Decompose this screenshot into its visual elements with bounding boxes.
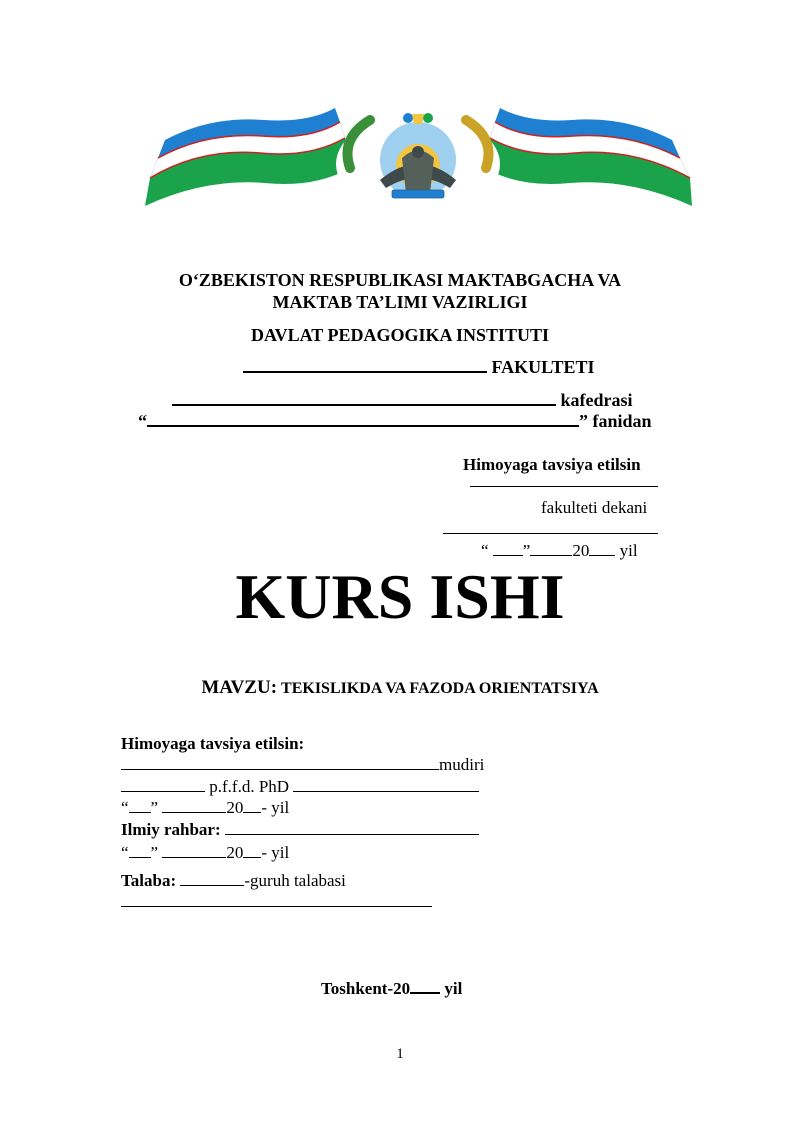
head-line [121, 755, 484, 775]
degree-name-blank[interactable] [293, 790, 479, 792]
state-emblem-icon [140, 108, 696, 212]
date1-day-blank[interactable] [129, 811, 151, 813]
date-year-suffix: yil [619, 541, 638, 560]
approval-top-sign-line-2 [443, 521, 658, 539]
dean-label: fakulteti dekani [541, 498, 648, 517]
student-group-blank[interactable] [180, 884, 244, 886]
date-close-quote: ” [522, 541, 531, 560]
approval-top-title: Himoyaga tavsiya etilsin [463, 455, 641, 474]
approval-bottom-date-1 [121, 798, 289, 818]
date2-year-blank[interactable] [243, 856, 261, 858]
document-title: KURS ISHI [235, 561, 565, 632]
ministry-line-1: O‘ZBEKISTON RESPUBLIKASI MAKTABGACHA VA [178, 270, 622, 290]
head-name-blank[interactable] [121, 768, 439, 770]
approval-top-date [481, 541, 638, 561]
date1-open-quote: “ [121, 798, 129, 817]
subject-blank[interactable] [147, 424, 579, 427]
student-label: Talaba: [121, 871, 177, 890]
dean-sign-blank[interactable] [443, 532, 658, 534]
degree-label: p.f.f.d. PhD [209, 777, 290, 796]
date2-year-suffix: - yil [261, 843, 290, 862]
date1-year-prefix: 20 [226, 798, 244, 817]
topic-line [0, 677, 800, 699]
topic-value: TEKISLIKDA VA FAZODA ORIENTATSIYA [281, 680, 599, 697]
head-label: mudiri [439, 755, 485, 774]
approval-bottom-date-2 [121, 843, 289, 863]
student-group-label: -guruh talabasi [244, 871, 346, 890]
dean-name-blank[interactable] [470, 485, 658, 487]
page-number: 1 [396, 1046, 404, 1062]
city-year-line [321, 979, 462, 999]
date2-close-quote: ” [150, 843, 159, 862]
date2-open-quote: “ [121, 843, 129, 862]
advisor-line [121, 820, 479, 840]
degree-line [121, 777, 479, 797]
date-year-blank[interactable] [589, 554, 615, 556]
city-year-prefix: Toshkent-20 [321, 979, 411, 998]
student-line [121, 871, 346, 891]
city-year-suffix: yil [444, 979, 463, 998]
date-month-blank[interactable] [530, 554, 572, 556]
student-name-blank[interactable] [121, 905, 432, 907]
subject-line [138, 411, 652, 432]
student-name-line [121, 894, 432, 912]
department-blank[interactable] [172, 403, 556, 406]
subject-label: ” fanidan [579, 411, 652, 431]
date-day-blank[interactable] [493, 554, 523, 556]
date2-month-blank[interactable] [162, 856, 226, 858]
advisor-name-blank[interactable] [225, 833, 479, 835]
date1-close-quote: ” [150, 798, 159, 817]
faculty-line [243, 357, 595, 378]
city-year-blank[interactable] [410, 991, 440, 994]
date1-year-blank[interactable] [243, 811, 261, 813]
approval-top-sign-line [470, 474, 658, 492]
date2-day-blank[interactable] [129, 856, 151, 858]
subject-open-quote: “ [138, 411, 147, 431]
topic-label: MAVZU: [201, 677, 278, 698]
advisor-label: Ilmiy rahbar: [121, 820, 221, 839]
date1-month-blank[interactable] [162, 811, 226, 813]
date-open-quote: “ [481, 541, 489, 560]
ministry-line-2: MAKTAB TA’LIMI VAZIRLIGI [272, 292, 528, 312]
date1-year-suffix: - yil [261, 798, 290, 817]
faculty-label: FAKULTETI [491, 357, 595, 377]
institute-name: DAVLAT PEDAGOGIKA INSTITUTI [250, 325, 550, 345]
date-year-prefix: 20 [572, 541, 590, 560]
approval-bottom-title: Himoyaga tavsiya etilsin: [121, 734, 305, 753]
department-label: kafedrasi [560, 390, 633, 410]
department-line [172, 390, 633, 411]
faculty-blank[interactable] [243, 370, 487, 373]
date2-year-prefix: 20 [226, 843, 244, 862]
degree-prefix-blank[interactable] [121, 790, 205, 792]
